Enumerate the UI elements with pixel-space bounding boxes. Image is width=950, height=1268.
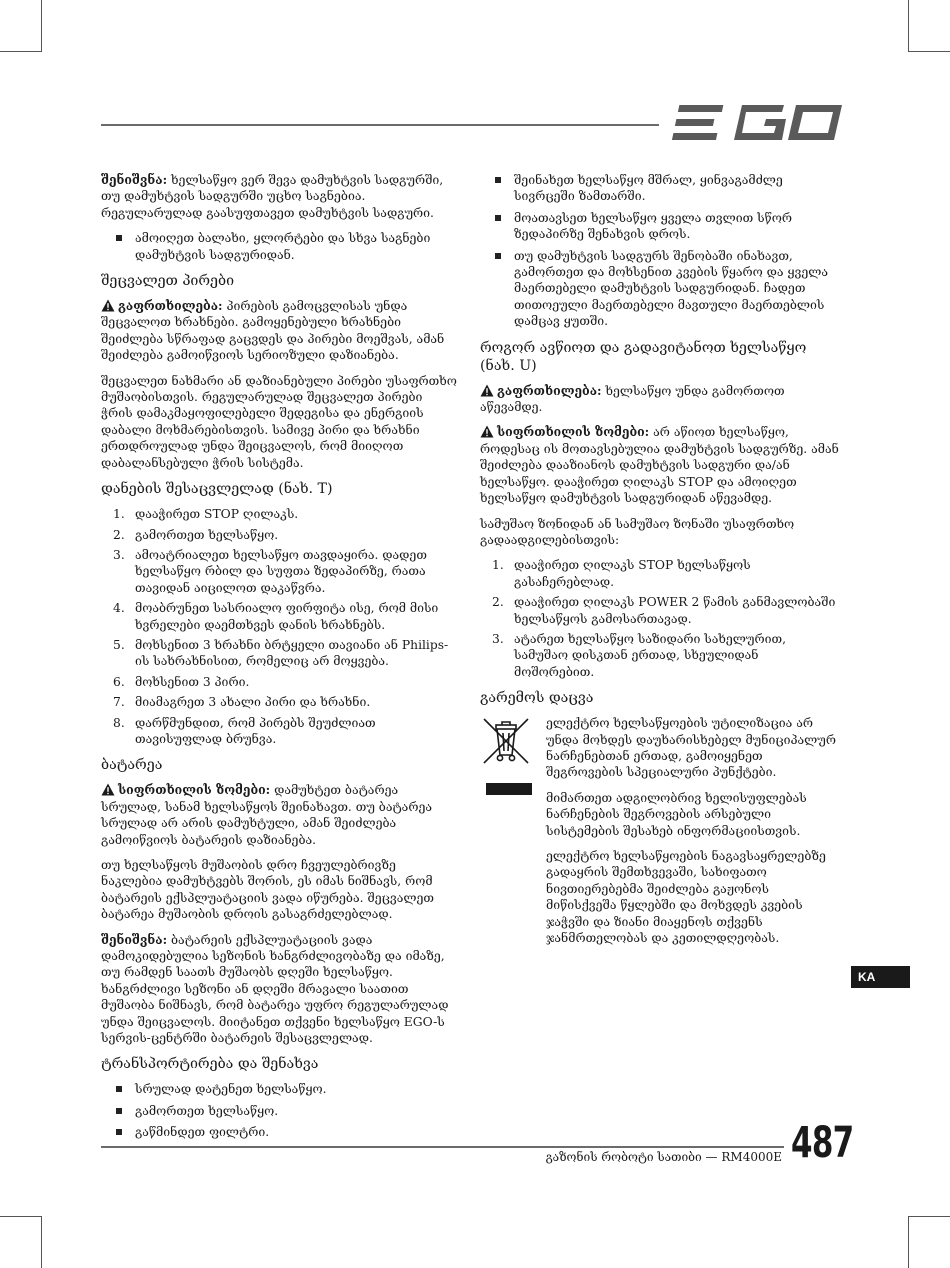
battery-paragraph: თუ ხელსაწყოს მუშაობის დრო ჩვეულებრივზე ნაკლებია დამუხტვებს შორის, ეს იმას ნიშნავს, რომ ბატარეის ექსპლუატაციის ვადა იწურება. შეცვალეთ ბატარეა მუშაობის დროის გასაგრძელებლად. (101, 858, 435, 922)
section-heading-transport: ტრანსპორტირება და შენახვა (101, 1056, 319, 1073)
warning-text: ხელსაწყო უნდა გამორთოთ აწევამდე. (480, 383, 785, 415)
warning-triangle-icon (480, 425, 494, 438)
list-item-text: მოხსენით 3 პირი. (135, 674, 250, 689)
crop-mark (909, 51, 950, 52)
crop-mark (41, 1216, 42, 1268)
note-text: ბატარეის ექსპლუატაციის ვადა დამოკიდებულია სეზონის ხანგრძლივობაზე და იმაზე, თუ რამდენ საათს მუშაობს დღეში ხელსაწყო. ხანგრძლივი სეზონი ან დღეში მრავალი საათით მუშაობა ნიშნავს, რომ ბატარეა უფრო რეგულარულად უნდა შეიცვალოს. მიიტანეთ თქვენი ხელსაწყო EGO-ს სერვის-ცენტრში ბატარეის შესაცვლელად. (101, 932, 449, 1046)
right-column (480, 172, 842, 955)
list-item-text: ატარეთ ხელსაწყო საზიდარი სახელურით, სამუშაო დისკთან ერთად, სხეულიდან მოშორებით. (514, 631, 786, 679)
intro-note (101, 172, 457, 221)
footer-rule (101, 1146, 784, 1148)
list-item-text: გამორთეთ ხელსაწყო. (135, 527, 279, 542)
list-item (101, 1103, 457, 1119)
list-item (101, 674, 457, 690)
bullet-square-icon (116, 235, 122, 241)
list-item (101, 694, 457, 710)
lift-warning (480, 383, 842, 416)
list-item-text: შეინახეთ ხელსაწყო მშრალ, ყინვაგამძლე სივრცეში ზამთარში. (514, 173, 783, 204)
note-label: შენიშვნა: (101, 172, 168, 187)
caution-text: დამუხტეთ ბატარეა სრულად, სანამ ხელსაწყოს შეინახავთ. თუ ბატარეა სრულად არ არის დამუხტული, ამან შეიძლება გამოიწვიოს ბატარეის დაზიანება. (101, 783, 433, 847)
transport-bullet-list (101, 1081, 457, 1140)
step-number: 2. (113, 527, 125, 542)
list-item-text: დააჭირეთ ღილაკს POWER 2 წამის განმავლობაში ხელსაწყოს გამოსართავად. (514, 595, 836, 626)
caution-label: სიფრთხილის ზომები: (118, 782, 271, 798)
footer-title: გაზონის რობოტი სათიბი — RM4000E (545, 1150, 782, 1164)
section-heading-replace-blades: დანების შესაცვლელად (ნახ. T) (101, 481, 333, 498)
environment-block (480, 715, 842, 955)
header-rule (101, 124, 659, 126)
step-number: 6. (113, 674, 125, 689)
list-item-text: მოხსენით 3 ხრახნი ბრტყელი თავიანი ან Philips-ის სახრახნისით, რომელიც არ მოყვება. (135, 637, 449, 669)
ego-logo (672, 102, 844, 144)
bullet-square-icon (116, 1108, 122, 1114)
blades-warning (101, 298, 457, 364)
environment-text (546, 715, 842, 955)
list-item-text: გამორთეთ ხელსაწყო. (135, 1103, 279, 1118)
battery-note (101, 932, 457, 1047)
list-item (101, 230, 457, 263)
list-item-text: დარწმუნდით, რომ პირებს შეუძლიათ თავისუფლად ბრუნვა. (135, 715, 376, 746)
list-item (101, 600, 457, 633)
intro-bullet-list (101, 230, 457, 263)
list-item (480, 631, 842, 680)
bullet-square-icon (495, 215, 501, 221)
battery-caution (101, 782, 457, 848)
list-item (480, 557, 842, 590)
warning-triangle-icon (101, 299, 115, 312)
list-item (480, 594, 842, 627)
crop-mark (909, 1216, 950, 1217)
list-item (101, 715, 457, 748)
list-item-text: მოაბრუნეთ სასრიალო ფირფიტა ისე, რომ მისი ხვრელები დაემთხვეს დანის ხრახნებს. (135, 601, 439, 632)
list-item (480, 248, 842, 330)
step-number: 1. (492, 558, 504, 573)
list-item (480, 210, 842, 243)
note-label: შენიშვნა: (101, 931, 168, 947)
bullet-square-icon (116, 1086, 122, 1092)
step-number: 1. (113, 507, 125, 522)
lift-caution (480, 424, 842, 506)
lift-steps-list (480, 557, 842, 680)
list-item (101, 637, 457, 670)
crop-mark (0, 51, 41, 52)
warning-text: პირების გამოცვლისას უნდა შეცვალოთ ხრახნები. გამოყენებული ხრახნები შეიძლება სწრაფად გაცვდეს და პირები მოეშვას, ამან შეიძლება გამოიწვიოს სერიოზული დაზიანება. (101, 299, 445, 363)
list-item-text: დააჭირეთ ღილაკს STOP ხელსაწყოს გასაჩერებლად. (514, 558, 751, 589)
list-item-text: დააჭირეთ STOP ღილაკს. (135, 507, 299, 522)
bullet-square-icon (116, 1129, 122, 1135)
lift-intro: სამუშაო ზონიდან ან სამუშაო ზონაში უსაფრთხო გადაადგილებისთვის: (480, 516, 795, 547)
note-text: ხელსაწყო ვერ შევა დამუხტვის სადგურში, თუ დამუხტვის სადგურში უცხო საგნებია. რეგულარულად გაასუფთავეთ დამუხტვის სადგური. (101, 173, 444, 220)
crop-mark (908, 0, 909, 52)
crop-mark (908, 1216, 909, 1268)
warning-triangle-icon (101, 783, 115, 796)
language-tab: KA (851, 966, 910, 988)
step-number: 8. (113, 715, 125, 730)
weee-figure (480, 715, 532, 955)
list-item (101, 547, 457, 596)
bullet-square-icon (495, 253, 501, 259)
step-number: 5. (113, 637, 125, 652)
storage-bullet-list (480, 172, 842, 330)
step-number: 2. (492, 595, 504, 610)
section-heading-blades: შეცვალეთ პირები (101, 273, 235, 290)
list-item (101, 527, 457, 543)
list-item-text: მიამაგრეთ 3 ახალი პირი და ხრახნი. (135, 695, 371, 710)
list-item-text: სრულად დატენეთ ხელსაწყო. (135, 1082, 327, 1097)
section-heading-environment: გარემოს დაცვა (480, 690, 594, 707)
environment-paragraph: მიმართეთ ადგილობრივ ხელისუფლებას ნარჩენების შეგროვების არსებული სისტემების შესახებ ინფორმაციისთვის. (546, 790, 807, 838)
list-item-text: ამოიღეთ ბალახი, ყლორტები და სხვა საგნები დამუხტვის სადგურიდან. (135, 231, 431, 262)
caution-label: სიფრთხილის ზომები: (497, 424, 650, 440)
crop-mark (0, 1216, 41, 1217)
step-number: 3. (113, 547, 125, 562)
left-column (101, 172, 457, 1150)
list-item (101, 1081, 457, 1097)
section-heading-battery: ბატარეა (101, 757, 163, 774)
bullet-square-icon (495, 177, 501, 183)
step-number: 4. (113, 601, 125, 616)
list-item-text: ამოატრიალეთ ხელსაწყო თავდაყირა. დადეთ ხელსაწყო რბილ და სუფთა ზედაპირზე, რათა თავიდან აიცილოთ დაკაწვრა. (135, 547, 427, 595)
environment-paragraph: ელექტრო ხელსაწყოების უტილიზაცია არ უნდა მოხდეს დაუხარისხებელ მუნიციპალურ ნარჩენებთან ერთად, გამოიყენეთ შეგროვების სპეციალური პუნქტები. (546, 716, 837, 780)
environment-paragraph: ელექტრო ხელსაწყოების ნაგავსაყრელებზე გადაყრის შემთხვევაში, სახიფათო ნივთიერებებმა შეიძლება გაჟონოს მიწისქვეშა წყლებში და მოხვდეს კვების ჯაჭვში და ზიანი მიაყენოს თქვენს ჯანმრთელობას და კეთილდღეობას. (546, 849, 826, 946)
warning-label: გაფრთხილება: (118, 298, 223, 314)
step-number: 3. (492, 631, 504, 646)
page-number: 487 (791, 1118, 854, 1168)
warning-label: გაფრთხილება: (497, 382, 602, 398)
list-item (101, 1124, 457, 1140)
blades-paragraph: შეცვალეთ ნახმარი ან დაზიანებული პირები უსაფრთხო მუშაობისთვის. რეგულარულად შეცვალეთ პირები ჭრის დამაკმაყოფილებელი შედეგისა და ენერგიის დაბალი მოხმარებისთვის. სამივე პირი და ხრახნი ერთდროულად უნდა შეიცვალოს, რომ მიიღოთ დაბალანსებული ჭრის სისტემა. (101, 373, 457, 470)
list-item-text: თუ დამუხტვის სადგურს შენობაში ინახავთ, გამორთეთ და მოხსენით კვების წყარო და ყველა მაერთებელი დამუხტვის სადგურიდან. ჩადეთ თითოეული მაერთებელი მავთული მაერთებლის დამცავ ყუთში. (514, 248, 828, 329)
step-number: 7. (113, 695, 125, 710)
caution-text: არ აწიოთ ხელსაწყო, როდესაც ის მოთავსებულია დამუხტვის სადგურზე. ამან შეიძლება დააზიანოს დამუხტვის სადგური და/ან ხელსაწყო. დააჭირეთ ღილაკს STOP და ამოიღეთ ხელსაწყო დამუხტვის სადგურიდან აწევამდე. (480, 425, 839, 506)
list-item-text: გაწმინდეთ ფილტრი. (135, 1125, 270, 1140)
replace-steps-list (101, 506, 457, 747)
section-heading-lift: როგორ ავწიოთ და გადავიტანოთ ხელსაწყო (ნახ. U) (480, 339, 807, 374)
warning-triangle-icon (480, 384, 494, 397)
list-item (480, 172, 842, 205)
crossed-bin-icon (480, 715, 532, 799)
list-item-text: მოათავსეთ ხელსაწყო ყველა თვლით სწორ ზედაპირზე შენახვის დროს. (514, 210, 792, 242)
list-item (101, 506, 457, 522)
crop-mark (41, 0, 42, 52)
